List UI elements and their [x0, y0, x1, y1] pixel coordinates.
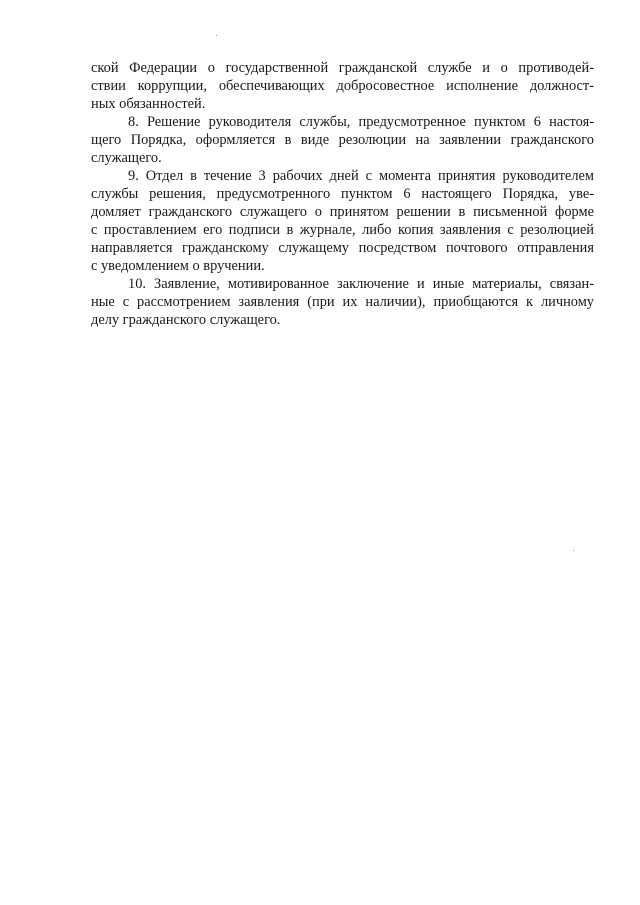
paragraph-item-9 — [91, 167, 594, 275]
paragraph-item-10 — [91, 275, 594, 329]
text-line: направляется гражданскому служащему посредством почтового отправления — [91, 240, 594, 256]
text-line: ской Федерации о государственной гражданской службе и о противодей- — [91, 60, 594, 76]
scan-speck — [216, 35, 217, 36]
text-line: служащего. — [91, 150, 162, 166]
paragraph-continuation — [91, 59, 594, 113]
scan-speck — [573, 550, 574, 551]
text-line: домляет гражданского служащего о принятом решении в письменной форме — [91, 204, 594, 220]
text-line: щего Порядка, оформляется в виде резолюции на заявлении гражданского — [91, 132, 594, 148]
text-line: ные с рассмотрением заявления (при их наличии), приобщаются к личному — [91, 294, 594, 310]
document-body — [91, 59, 594, 329]
text-line: ствии коррупции, обеспечивающих добросовестное исполнение должност- — [91, 78, 594, 94]
text-line: делу гражданского служащего. — [91, 312, 281, 328]
text-line: 10. Заявление, мотивированное заключение и иные материалы, связан- — [128, 276, 594, 292]
text-line: службы решения, предусмотренного пунктом 6 настоящего Порядка, уве- — [91, 186, 594, 202]
paragraph-item-8 — [91, 113, 594, 167]
text-line: с уведомлением о вручении. — [91, 258, 265, 274]
text-line: 9. Отдел в течение 3 рабочих дней с момента принятия руководителем — [128, 168, 594, 184]
text-line: ных обязанностей. — [91, 96, 206, 112]
text-line: с проставлением его подписи в журнале, либо копия заявления с резолюцией — [91, 222, 594, 238]
text-line: 8. Решение руководителя службы, предусмотренное пунктом 6 настоя- — [128, 114, 594, 130]
